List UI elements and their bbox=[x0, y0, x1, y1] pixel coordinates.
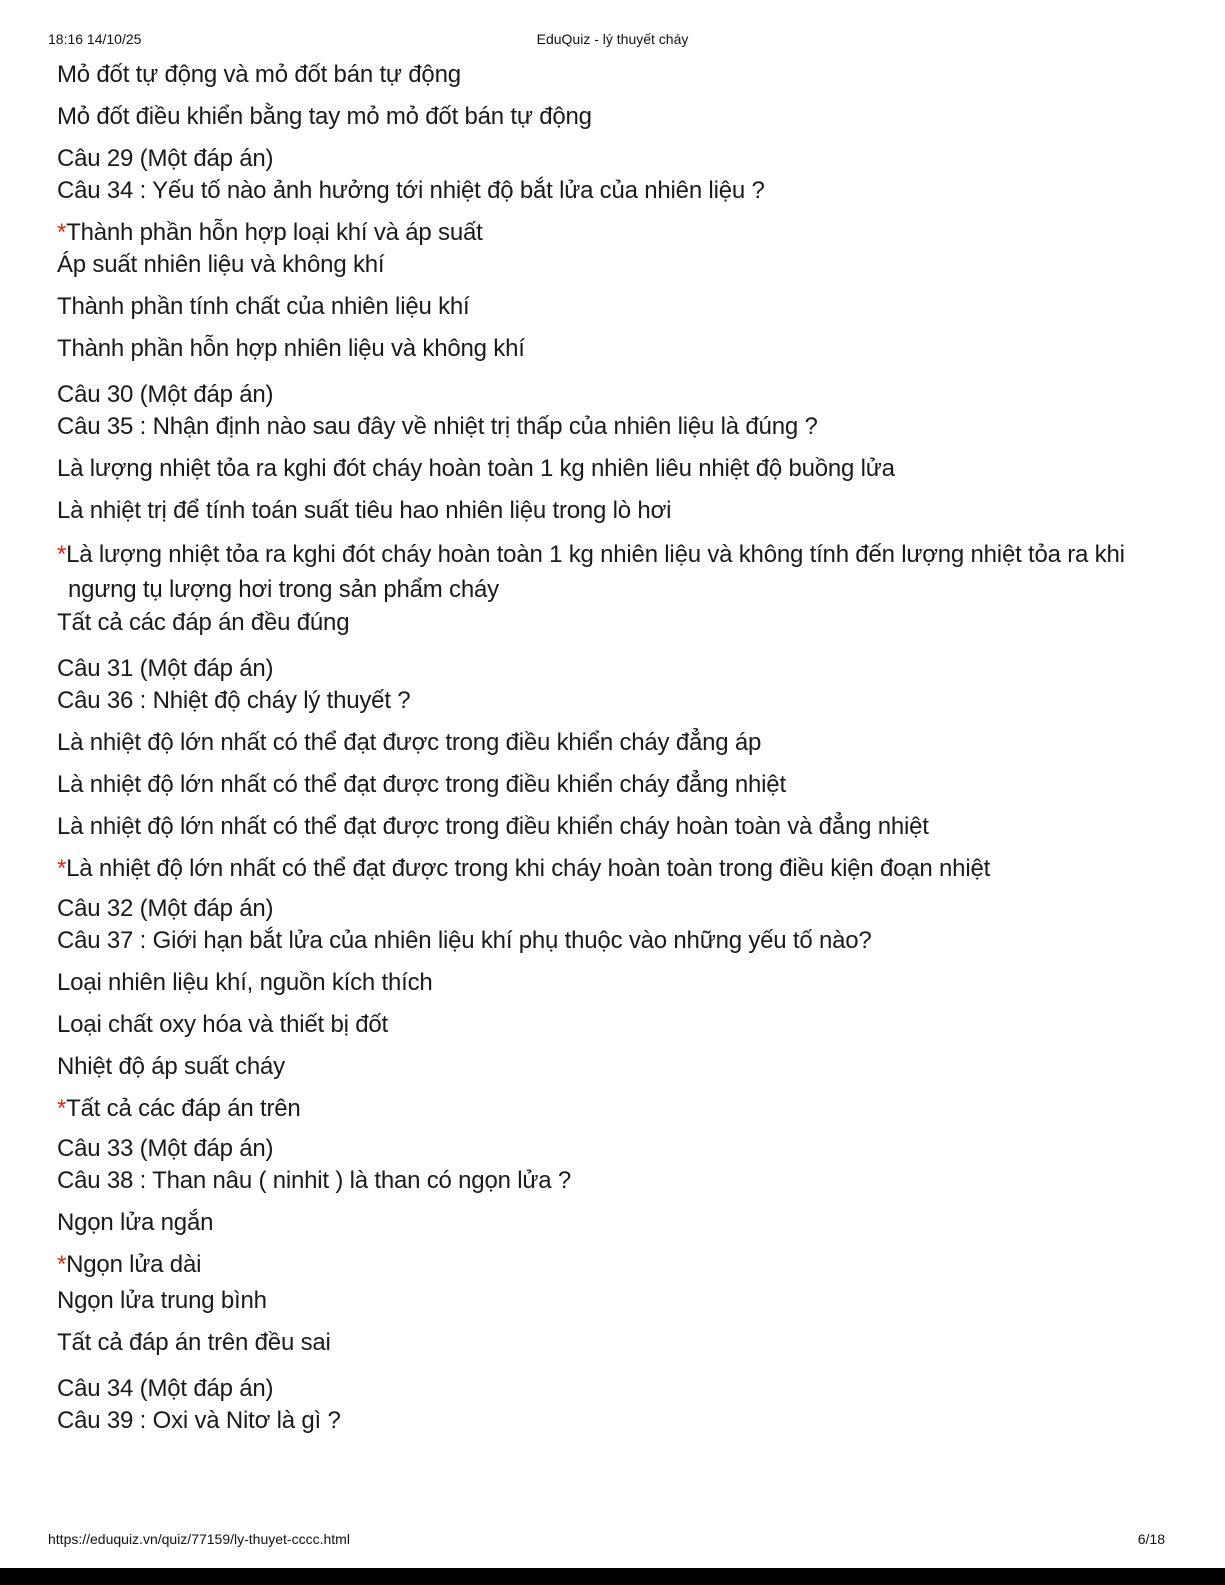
question-text: Câu 34 : Yếu tố nào ảnh hưởng tới nhiệt độ bắt lửa của nhiên liệu ? bbox=[57, 177, 765, 204]
answer-option-correct: *Là nhiệt độ lớn nhất có thể đạt được trong khi cháy hoàn toàn trong điều kiện đoạn nhiệt bbox=[57, 855, 991, 882]
bottom-edge-bar bbox=[0, 1568, 1225, 1585]
answer-option: Áp suất nhiên liệu và không khí bbox=[57, 251, 385, 278]
answer-option: Thành phần hỗn hợp nhiên liệu và không khí bbox=[57, 335, 525, 362]
correct-marker-icon: * bbox=[57, 219, 67, 246]
answer-option: Là nhiệt trị để tính toán suất tiêu hao nhiên liệu trong lò hơi bbox=[57, 497, 672, 524]
correct-marker-icon: * bbox=[57, 855, 67, 882]
question-text: Câu 35 : Nhận định nào sau đây về nhiệt trị thấp của nhiên liệu là đúng ? bbox=[57, 413, 818, 440]
answer-option: Ngọn lửa trung bình bbox=[57, 1287, 267, 1314]
answer-option: Ngọn lửa ngắn bbox=[57, 1209, 214, 1236]
answer-option: Mỏ đốt tự động và mỏ đốt bán tự động bbox=[57, 61, 461, 88]
answer-option-correct: *Ngọn lửa dài bbox=[57, 1251, 202, 1278]
question-heading: Câu 32 (Một đáp án) bbox=[57, 895, 274, 922]
question-text: Câu 38 : Than nâu ( ninhit ) là than có ngọn lửa ? bbox=[57, 1167, 571, 1194]
print-header bbox=[48, 31, 1177, 51]
answer-option: Mỏ đốt điều khiển bằng tay mỏ mỏ đốt bán tự động bbox=[57, 103, 592, 130]
answer-option-correct: *Tất cả các đáp án trên bbox=[57, 1095, 301, 1122]
print-footer bbox=[48, 1531, 1177, 1551]
question-heading: Câu 31 (Một đáp án) bbox=[57, 655, 274, 682]
print-title: EduQuiz - lý thuyết cháy bbox=[536, 31, 689, 47]
page-number: 6/18 bbox=[1137, 1531, 1165, 1547]
question-heading: Câu 30 (Một đáp án) bbox=[57, 381, 274, 408]
answer-option: Là nhiệt độ lớn nhất có thể đạt được trong điều khiển cháy hoàn toàn và đẳng nhiệt bbox=[57, 813, 929, 840]
answer-option: Tất cả đáp án trên đều sai bbox=[57, 1329, 331, 1356]
answer-option-correct: *Là lượng nhiệt tỏa ra kghi đót cháy hoàn toàn 1 kg nhiên liệu và không tính đến lượng nhiệt tỏa ra khi ngưng tụ lượng hơi trong sản phẩm cháy bbox=[57, 541, 1125, 603]
answer-option: Loại nhiên liệu khí, nguồn kích thích bbox=[57, 969, 433, 996]
correct-marker-icon: * bbox=[57, 1251, 67, 1278]
answer-option: Là nhiệt độ lớn nhất có thể đạt được trong điều khiển cháy đẳng nhiệt bbox=[57, 771, 786, 798]
page-url: https://eduquiz.vn/quiz/77159/ly-thuyet-cccc.html bbox=[48, 1531, 350, 1547]
question-text: Câu 36 : Nhiệt độ cháy lý thuyết ? bbox=[57, 687, 411, 714]
answer-option: Thành phần tính chất của nhiên liệu khí bbox=[57, 293, 470, 320]
answer-option: Nhiệt độ áp suất cháy bbox=[57, 1053, 285, 1080]
print-datetime: 18:16 14/10/25 bbox=[48, 31, 142, 47]
question-heading: Câu 34 (Một đáp án) bbox=[57, 1375, 274, 1402]
answer-option: Tất cả các đáp án đều đúng bbox=[57, 609, 350, 636]
question-heading: Câu 29 (Một đáp án) bbox=[57, 145, 274, 172]
question-heading: Câu 33 (Một đáp án) bbox=[57, 1135, 274, 1162]
question-text: Câu 37 : Giới hạn bắt lửa của nhiên liệu khí phụ thuộc vào những yếu tố nào? bbox=[57, 927, 872, 954]
quiz-content bbox=[57, 59, 1177, 1447]
answer-option: Là lượng nhiệt tỏa ra kghi đót cháy hoàn toàn 1 kg nhiên liêu nhiệt độ buồng lửa bbox=[57, 455, 895, 482]
question-text: Câu 39 : Oxi và Nitơ là gì ? bbox=[57, 1407, 341, 1434]
answer-option: Là nhiệt độ lớn nhất có thể đạt được trong điều khiển cháy đẳng áp bbox=[57, 729, 762, 756]
correct-marker-icon: * bbox=[57, 1095, 67, 1122]
correct-marker-icon: * bbox=[57, 541, 67, 568]
answer-option: Loại chất oxy hóa và thiết bị đốt bbox=[57, 1011, 388, 1038]
answer-option-correct: *Thành phần hỗn hợp loại khí và áp suất bbox=[57, 219, 483, 246]
